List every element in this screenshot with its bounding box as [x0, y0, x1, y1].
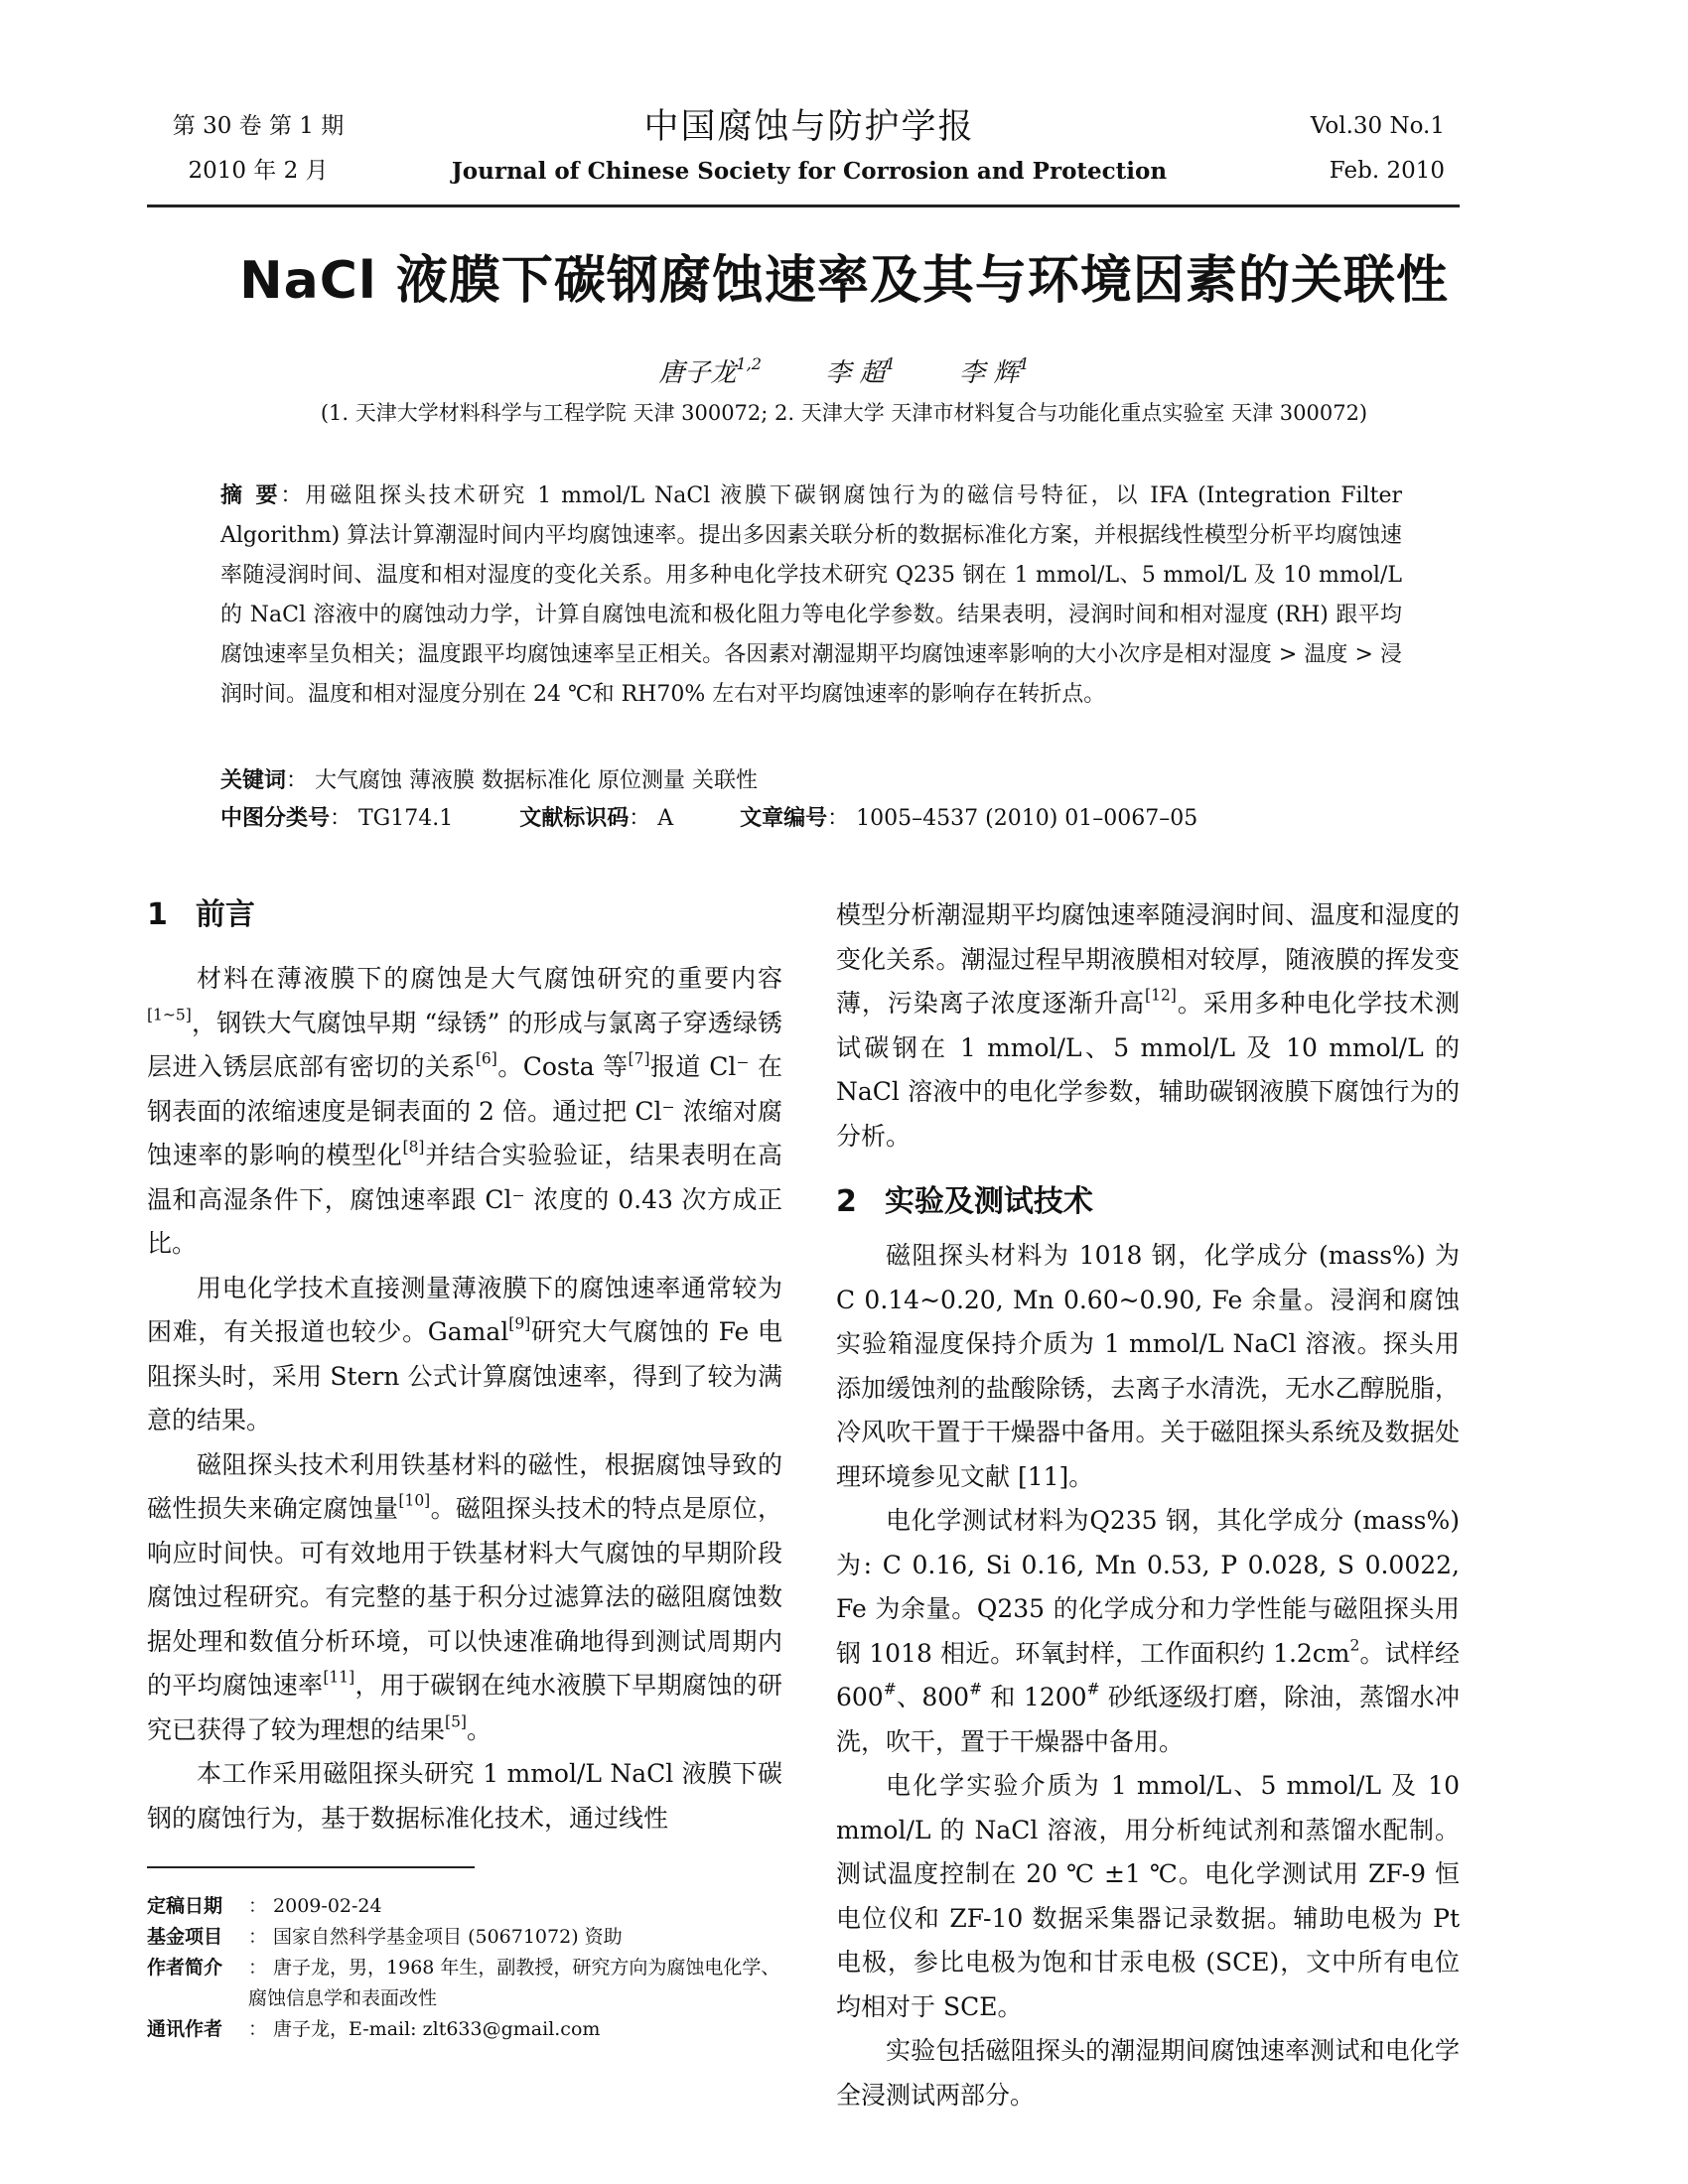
header-rule — [147, 205, 1460, 207]
article-number-label: 文章编号 — [740, 806, 828, 831]
paragraph: 本工作采用磁阻探头研究 1 mmol/L NaCl 液膜下碳钢的腐蚀行为，基于数据标准化技术，通过线性 — [147, 1759, 782, 1833]
paragraph: 电化学测试材料为Q235 钢，其化学成分 (mass%) 为: C 0.16, Si 0.16, Mn 0.53, P 0.028, S 0.0022, Fe 为余量。Q235 的化学成分和力学性能与磁阻探头用钢 1018 相近。环氧封样，工作面积约 $1.2cm^2$。试样经 600#、800# 和 1200# 砂纸逐级打磨，除油，蒸馏水冲洗，吹干，置于干燥器中备用。 — [836, 1506, 1460, 1756]
journal-name-en: Journal of Chinese Society for Corrosion and Protection — [451, 158, 1168, 185]
affiliation: (1. 天津大学材料科学与工程学院 天津 300072; 2. 天津大学 天津市材料复合与功能化重点实验室 天津 300072) — [320, 401, 1368, 425]
author-list — [149, 352, 1539, 389]
footnotes — [147, 1891, 782, 2045]
journal-name-cn: 中国腐蚀与防护学报 — [643, 107, 975, 147]
keywords — [220, 762, 1402, 800]
volume-en: Vol.30 No.1 — [1310, 113, 1445, 139]
citation: [5] — [445, 1711, 467, 1730]
abstract-label: 摘 要 — [220, 483, 281, 508]
clc-value: ： TG174.1 — [330, 806, 454, 831]
left-column — [147, 893, 782, 1841]
running-header — [159, 104, 1445, 213]
citation: [9] — [508, 1314, 531, 1333]
citation: [7] — [628, 1049, 650, 1068]
abstract — [220, 477, 1402, 715]
paragraph: 用电化学技术直接测量薄液膜下的腐蚀速率通常较为困难，有关报道也较少。Gamal[9]研究大气腐蚀的 Fe 电阻探头时，采用 Stern 公式计算腐蚀速率，得到了较为满意的结果。 — [147, 1273, 783, 1434]
doc-code-label: 文献标识码 — [519, 806, 630, 831]
keywords-label: 关键词 — [220, 768, 287, 793]
section-heading-experiment: 2 实验及测试技术 — [836, 1184, 1093, 1219]
volume-cn: 第 30 卷 第 1 期 — [172, 113, 345, 139]
paragraph: 模型分析潮湿期平均腐蚀速率随浸润时间、温度和湿度的变化关系。潮湿过程早期液膜相对较厚，随液膜的挥发变薄，污染离子浓度逐渐升高[12]。采用多种电化学技术测试碳钢在 1 mmol/L、5 mmol/L 及 10 mmol/L 的 NaCl 溶液中的电化学参数，辅助碳钢液膜下腐蚀行为的分析。 — [836, 900, 1460, 1151]
footnote-received: 定稿日期 ： 2009-02-24 — [147, 1895, 382, 1917]
footnote-author-bio: 作者简介 ： 唐子龙，男，1968 年生，副教授，研究方向为腐蚀电化学、腐蚀信息学和表面改性 — [147, 1957, 780, 2009]
citation: [12] — [1145, 986, 1177, 1005]
paragraph: 电化学实验介质为 1 mmol/L、5 mmol/L 及 10 mmol/L 的 NaCl 溶液，用分析纯试剂和蒸馏水配制。测试温度控制在 20 ℃ ±1 ℃。电化学测试用 ZF-9 恒电位仪和 ZF-10 数据采集器记录数据。辅助电极为 Pt 电极，参比电极为饱和甘汞电极 (SCE)，文中所有电位均相对于 SCE。 — [836, 1771, 1460, 2021]
keywords-text: ： 大气腐蚀 薄液膜 数据标准化 原位测量 关联性 — [286, 768, 758, 793]
section-heading-intro: 1 前言 — [147, 897, 255, 932]
citation: [8] — [402, 1138, 425, 1157]
author: 李 辉$^1$ — [959, 353, 1030, 388]
author: 李 超$^1$ — [825, 353, 896, 388]
clc-label: 中图分类号 — [220, 806, 331, 831]
classification-line — [220, 800, 1402, 838]
doc-code-value: ： A — [629, 806, 674, 831]
paragraph: 材料在薄液膜下的腐蚀是大气腐蚀研究的重要内容[1~5]，钢铁大气腐蚀早期 “绿锈” 的形成与氯离子穿透绿锈层进入锈层底部有密切的关系[6]。Costa 等[7]报道 Cl⁻ 在钢表面的浓缩速度是铜表面的 2 倍。通过把 Cl⁻ 浓缩对腐蚀速率的影响的模型化[8]并结合实验验证，结果表明在高温和高湿条件下，腐蚀速率跟 Cl⁻ 浓度的 0.43 次方成正比。 — [147, 964, 782, 1258]
author: 唐子龙$^{1,2}$ — [658, 353, 763, 388]
citation: [6] — [475, 1049, 497, 1068]
citation: [10] — [398, 1491, 431, 1510]
abstract-text: ：用磁阻探头技术研究 1 mmol/L NaCl 液膜下碳钢腐蚀行为的磁信号特征，以 IFA (Integration Filter Algorithm) 算法计算潮湿时间内平均腐蚀速率。提出多因素关联分析的数据标准化方案，并根据线性模型分析平均腐蚀速率随浸润时间、温度和相对湿度的变化关系。用多种电化学技术研究 Q235 钢在 1 mmol/L、5 mmol/L 及 10 mmol/L 的 NaCl 溶液中的腐蚀动力学，计算自腐蚀电流和极化阻力等电化学参数。结果表明，浸润时间和相对湿度 (RH) 跟平均腐蚀速率呈负相关；温度跟平均腐蚀速率呈正相关。各因素对潮湿期平均腐蚀速率影响的大小次序是相对湿度 > 温度 > 浸润时间。温度和相对湿度分别在 24 ℃和 RH70% 左右对平均腐蚀速率的影响存在转折点。 — [220, 483, 1403, 707]
article-number-value: ： 1005–4537 (2010) 01–0067–05 — [827, 806, 1198, 831]
paragraph: 磁阻探头材料为 1018 钢，化学成分 (mass%) 为 C 0.14~0.20, Mn 0.60~0.90, Fe 余量。浸润和腐蚀实验箱湿度保持介质为 1 mmol/L NaCl 溶液。探头用添加缓蚀剂的盐酸除锈，去离子水清洗，无水乙醇脱脂，冷风吹干置于干燥器中备用。关于磁阻探头系统及数据处理环境参见文献 [11]。 — [836, 1241, 1460, 1491]
date-cn: 2010 年 2 月 — [188, 158, 329, 184]
header-left — [159, 104, 357, 194]
date-en: Feb. 2010 — [1329, 158, 1445, 184]
paragraph: 磁阻探头技术利用铁基材料的磁性，根据腐蚀导致的磁性损失来确定腐蚀量[10]。磁阻探头技术的特点是原位，响应时间快。可有效地用于铁基材料大气腐蚀的早期阶段腐蚀过程研究。有完整的基于积分过滤算法的磁阻腐蚀数据处理和数值分析环境，可以快速准确地得到测试周期内的平均腐蚀速率[11]，用于碳钢在纯水液膜下早期腐蚀的研究已获得了较为理想的结果[5]。 — [147, 1449, 782, 1744]
paragraph: 实验包括磁阻探头的潮湿期间腐蚀速率测试和电化学全浸测试两部分。 — [836, 2036, 1460, 2110]
citation: [1~5] — [147, 1005, 192, 1024]
citation: [11] — [323, 1668, 355, 1687]
paper-title: NaCl 液膜下碳钢腐蚀速率及其与环境因素的关联性 — [239, 251, 1449, 311]
footnote-rule — [147, 1866, 475, 1868]
footnote-funding: 基金项目 ： 国家自然科学基金项目 (50671072) 资助 — [147, 1926, 623, 1948]
header-center — [437, 104, 1182, 194]
footnote-corresponding: 通讯作者 ： 唐子龙，E-mail: zlt633@gmail.com — [147, 2018, 601, 2040]
right-column — [836, 893, 1460, 2117]
header-right — [1286, 104, 1445, 194]
